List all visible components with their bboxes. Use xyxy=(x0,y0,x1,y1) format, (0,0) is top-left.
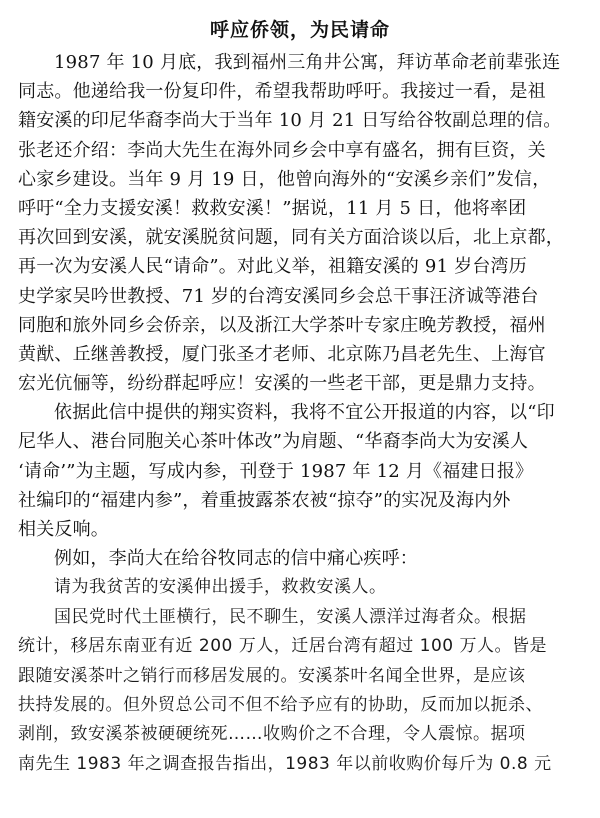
text-line: 1987 年 10 月底，我到福州三角井公寓，拜访革命老前辈张连 xyxy=(54,52,561,73)
text-line: 社编印的“福建内参”，着重披露茶农被“掠夺”的实况及海内外 xyxy=(18,489,511,511)
text-line: 宏光伉俪等，纷纷群起呼应！安溪的一些老干部，更是鼎力支持。 xyxy=(18,373,546,395)
text-line: 尼华人、港台同胞关心茶叶体改”为肩题、“华裔李尚大为安溪人 xyxy=(18,431,529,453)
text-line: 再一次为安溪人民“请命”。对此义举，祖籍安溪的 91 岁台湾历 xyxy=(18,256,527,278)
quoted-letter-opening xyxy=(18,573,582,602)
quote-line: 跟随安溪茶叶之销行而移居发展的。安溪茶叶名闻全世界，是应该 xyxy=(18,665,526,686)
article-title: 呼应侨领，为民请命 xyxy=(209,19,390,41)
text-line: 张老还介绍：李尚大先生在海外同乡会中享有盛名，拥有巨资，关 xyxy=(18,139,546,161)
text-line: 籍安溪的印尼华裔李尚大于当年 10 月 21 日写给谷牧副总理的信。 xyxy=(18,110,562,132)
quote-line: 剥削，致安溪茶被硬硬统死……收购价之不合理，令人震惊。据项 xyxy=(18,724,526,745)
text-line: 同胞和旅外同乡会侨亲，以及浙江大学茶叶专家庄晚芳教授，福州 xyxy=(18,314,546,336)
text-line: 心家乡建设。当年 9 月 19 日，他曾向海外的“安溪乡亲们”发信， xyxy=(18,168,551,190)
text-line: 再次回到安溪，就安溪脱贫问题，同有关方面洽谈以后，北上京都， xyxy=(18,227,564,249)
text-line: 呼吁“全力支援安溪！救救安溪！”据说，11 月 5 日，他将率团 xyxy=(18,197,527,219)
text-line: 史学家吴吟世教授、71 岁的台湾安溪同乡会总干事汪济诚等港台 xyxy=(18,285,539,307)
text-line: 相关反响。 xyxy=(18,519,109,540)
quote-line: 统计，移居东南亚有近 200 万人，迁居台湾有超过 100 万人。皆是 xyxy=(18,636,548,657)
quote-line: 扶持发展的。但外贸总公司不但不给予应有的协助，反而加以扼杀、 xyxy=(18,694,543,715)
paragraph-1 xyxy=(18,48,582,398)
text-line: 依据此信中提供的翔实资料，我将不宜公开报道的内容，以“印 xyxy=(54,402,555,424)
paragraph-2 xyxy=(18,398,582,544)
quoted-letter-body xyxy=(18,603,582,779)
text-line: 例如，李尚大在给谷牧同志的信中痛心疾呼： xyxy=(54,548,418,570)
text-line: ‘请命’”为主题，写成内参，刊登于 1987 年 12 月《福建日报》 xyxy=(18,460,534,482)
text-line: 黄猷、丘继善教授，厦门张圣才老师、北京陈乃昌老先生、上海官 xyxy=(18,343,546,365)
quote-line: 请为我贫苦的安溪伸出援手，救救安溪人。 xyxy=(54,577,387,598)
text-line: 同志。他递给我一份复印件，希望我帮助呼吁。我接过一看，是祖 xyxy=(18,81,546,103)
quote-line: 南先生 1983 年之调查报告指出，1983 年以前收购价每斤为 0.8 元 xyxy=(18,753,552,774)
paragraph-3 xyxy=(18,544,582,573)
quote-line: 国民党时代土匪横行，民不聊生，安溪人漂洋过海者众。根据 xyxy=(54,606,527,627)
